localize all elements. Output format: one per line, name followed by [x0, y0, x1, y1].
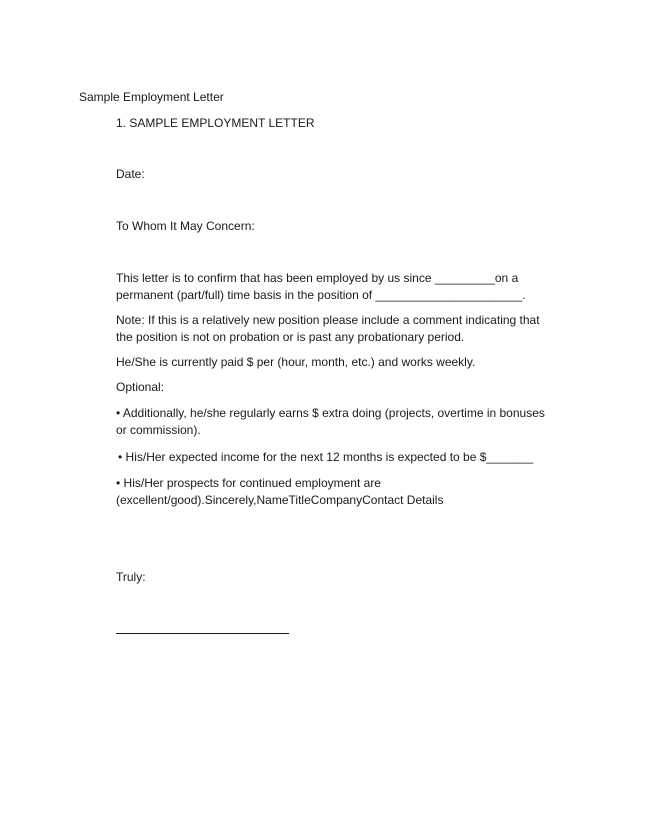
letter-title: 1. SAMPLE EMPLOYMENT LETTER	[116, 116, 315, 130]
document-heading: Sample Employment Letter	[79, 90, 224, 104]
signature-line	[116, 633, 289, 634]
bullet-extra-earnings-line-2: or commission).	[116, 423, 201, 437]
bullet-prospects-line-2: (excellent/good).Sincerely,NameTitleCompanyContact Details	[116, 493, 444, 507]
bullet-prospects-line-1: • His/Her prospects for continued employment are	[116, 476, 381, 490]
bullet-extra-earnings-line-1: • Additionally, he/she regularly earns $ extra doing (projects, overtime in bonuses	[116, 406, 545, 420]
note-line-1: Note: If this is a relatively new position please include a comment indicating that	[116, 313, 540, 327]
confirmation-line-2: permanent (part/full) time basis in the position of ______________________.	[116, 288, 526, 302]
date-label: Date:	[116, 167, 145, 181]
closing: Truly:	[116, 570, 146, 584]
optional-label: Optional:	[116, 380, 165, 394]
note-line-2: the position is not on probation or is past any probationary period.	[116, 330, 465, 344]
salary-line: He/She is currently paid $ per (hour, month, etc.) and works weekly.	[116, 355, 476, 369]
bullet-expected-income: • His/Her expected income for the next 12 months is expected to be $_______	[118, 450, 534, 464]
confirmation-line-1: This letter is to confirm that has been employed by us since _________on a	[116, 271, 519, 285]
salutation: To Whom It May Concern:	[116, 219, 255, 233]
